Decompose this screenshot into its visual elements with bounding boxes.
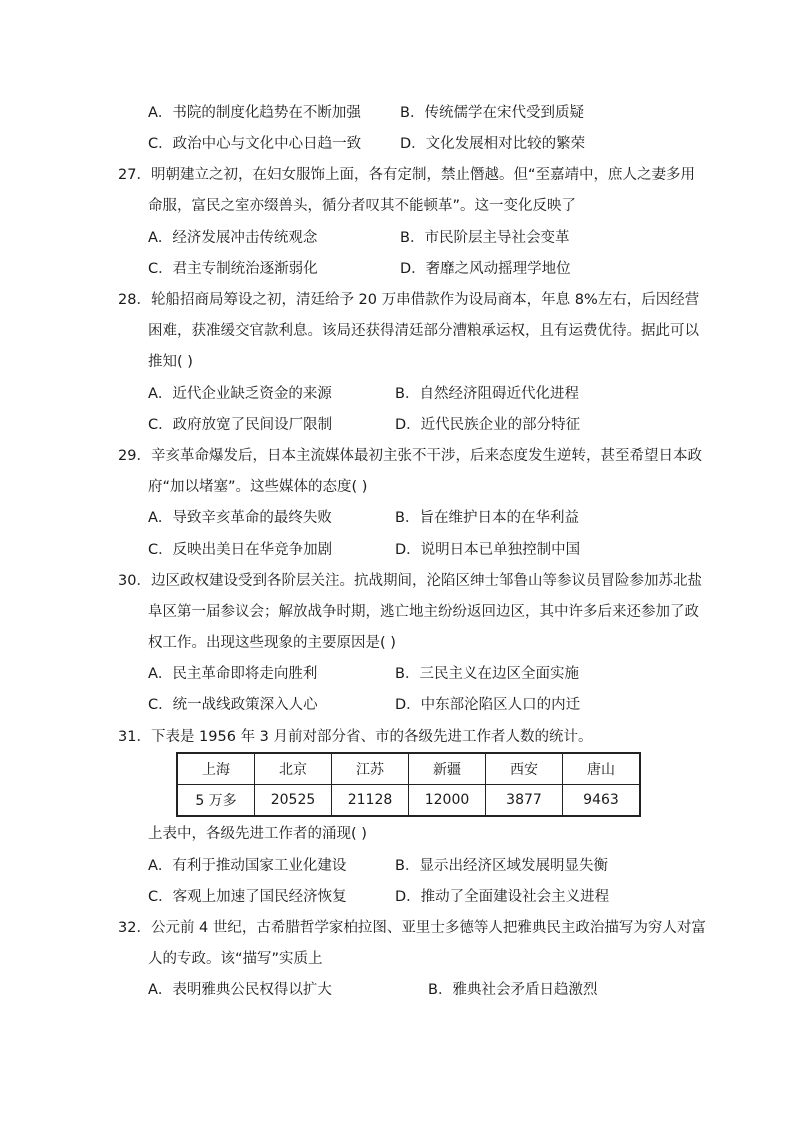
table-header-cell: 江苏 (332, 753, 409, 785)
q27-option-b[interactable]: B．市民阶层主导社会变革 (400, 230, 570, 246)
q28-stem-line-2: 困难，获准缓交官款利息。该局还获得清廷部分漕粮承运权，且有运费优待。据此可以 (148, 323, 699, 339)
q29-option-c[interactable]: C．反映出美日在华竞争加剧 (148, 542, 333, 558)
q27-stem-line-2: 命服，富民之室亦缀兽头，循分者叹其不能顿革”。这一变化反映了 (148, 198, 577, 214)
q29-option-d[interactable]: D．说明日本已单独控制中国 (395, 542, 581, 558)
q32-option-b[interactable]: B．雅典社会矛盾日趋激烈 (428, 982, 598, 998)
q26-option-c[interactable]: C．政治中心与文化中心日趋一致 (148, 136, 362, 152)
q27-stem-line-1: 27．明朝建立之初，在妇女服饰上面，各有定制，禁止僭越。但“至嘉靖中，庶人之妻多用 (118, 167, 695, 183)
q32-stem-line-2: 人的专政。该“描写”实质上 (148, 951, 323, 967)
q29-stem-line-2: 府“加以堵塞”。这些媒体的态度( ) (148, 479, 368, 495)
q27-option-c[interactable]: C．君主专制统治逐渐弱化 (148, 261, 318, 277)
table-cell: 5 万多 (177, 785, 255, 817)
table-header-cell: 新疆 (409, 753, 486, 785)
q31-option-d[interactable]: D．推动了全面建设社会主义进程 (395, 889, 610, 905)
q27-option-a[interactable]: A．经济发展冲击传统观念 (148, 230, 318, 246)
q28-option-a[interactable]: A．近代企业缺乏资金的来源 (148, 386, 332, 402)
table-cell: 21128 (332, 785, 409, 817)
q32-option-a[interactable]: A．表明雅典公民权得以扩大 (148, 982, 332, 998)
q28-stem-line-1: 28．轮船招商局筹设之初，清廷给予 20 万串借款作为设局商本，年息 8%左右，后因经营 (118, 292, 700, 308)
q31-option-a[interactable]: A．有利于推动国家工业化建设 (148, 858, 347, 874)
table-cell: 12000 (409, 785, 486, 817)
q30-stem-line-2: 阜区第一届参议会；解放战争时期，逃亡地主纷纷返回边区，其中许多后来还参加了政 (148, 604, 699, 620)
q30-option-a[interactable]: A．民主革命即将走向胜利 (148, 666, 318, 682)
q29-stem-line-1: 29．辛亥革命爆发后，日本主流媒体最初主张不干涉，后来态度发生逆转，甚至希望日本政 (118, 448, 702, 464)
q26-option-d[interactable]: D．文化发展相对比较的繁荣 (400, 136, 586, 152)
q30-option-d[interactable]: D．中东部沦陷区人口的内迁 (395, 697, 581, 713)
table-row (177, 785, 640, 817)
table-cell: 9463 (563, 785, 641, 817)
q30-stem-line-3: 权工作。出现这些现象的主要原因是( ) (148, 635, 396, 651)
table-header-cell: 上海 (177, 753, 255, 785)
q31-after-table: 上表中，各级先进工作者的涌现( ) (148, 826, 367, 842)
q31-option-b[interactable]: B．显示出经济区域发展明显失衡 (395, 858, 608, 874)
q29-option-b[interactable]: B．旨在维护日本的在华利益 (395, 510, 579, 526)
q30-option-c[interactable]: C．统一战线政策深入人心 (148, 697, 318, 713)
table-header-cell: 北京 (255, 753, 332, 785)
q29-option-a[interactable]: A．导致辛亥革命的最终失败 (148, 510, 332, 526)
q28-option-d[interactable]: D．近代民族企业的部分特征 (395, 417, 581, 433)
table-header-row (177, 753, 640, 785)
q30-stem-line-1: 30．边区政权建设受到各阶层关注。抗战期间，沦陷区绅士邹鲁山等参议员冒险参加苏北盐 (118, 573, 702, 589)
table-cell: 20525 (255, 785, 332, 817)
q28-option-c[interactable]: C．政府放宽了民间设厂限制 (148, 417, 333, 433)
q28-stem-line-3: 推知( ) (148, 354, 193, 370)
q31-option-c[interactable]: C．客观上加速了国民经济恢复 (148, 889, 347, 905)
q27-option-d[interactable]: D．奢靡之风动摇理学地位 (400, 261, 571, 277)
q32-stem-line-1: 32．公元前 4 世纪，古希腊哲学家柏拉图、亚里士多德等人把雅典民主政治描写为穷人对富 (118, 920, 706, 936)
table-header-cell: 西安 (486, 753, 563, 785)
statistics-table (176, 752, 641, 817)
q31-stem-line: 31．下表是 1956 年 3 月前对部分省、市的各级先进工作者人数的统计。 (118, 729, 593, 745)
q28-option-b[interactable]: B．自然经济阻碍近代化进程 (395, 386, 579, 402)
table-header-cell: 唐山 (563, 753, 641, 785)
table-cell: 3877 (486, 785, 563, 817)
q26-option-b[interactable]: B．传统儒学在宋代受到质疑 (400, 105, 584, 121)
q26-option-a[interactable]: A．书院的制度化趋势在不断加强 (148, 105, 361, 121)
q30-option-b[interactable]: B．三民主义在边区全面实施 (395, 666, 579, 682)
